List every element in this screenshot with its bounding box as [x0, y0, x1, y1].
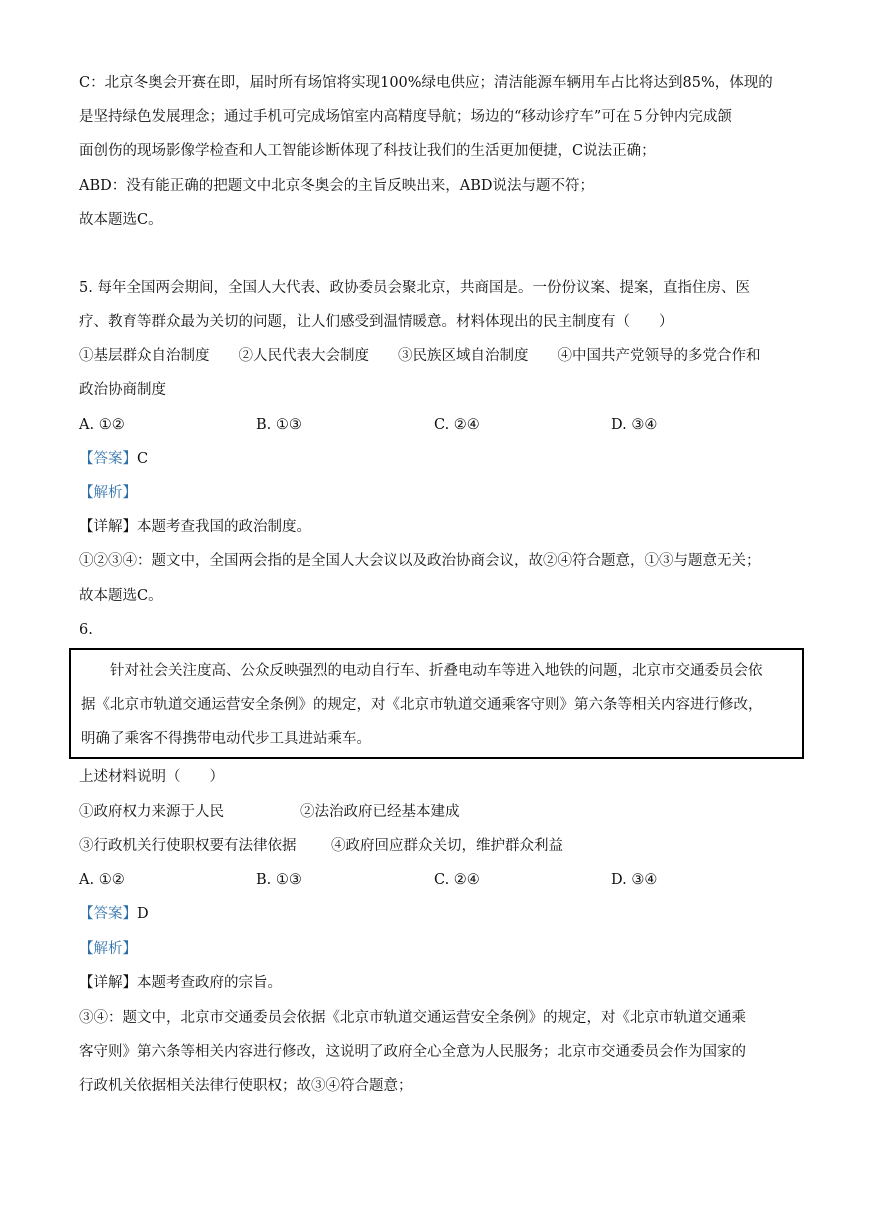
detail-text: 本题考查我国的政治制度。	[137, 519, 311, 535]
q4-analysis-line-1: C：北京冬奥会开赛在即，届时所有场馆将实现100%绿电供应；清洁能源车辆用车占比将达到85%，体现的	[79, 75, 773, 91]
q4-analysis-line-3: 面创伤的现场影像学检查和人工智能诊断体现了科技让我们的生活更加便捷，C说法正确；	[79, 143, 656, 159]
answer-value: D	[137, 906, 149, 922]
q6-choice-2: ②法治政府已经基本建成	[300, 804, 460, 820]
q5-explain-line-1: ①②③④：题文中，全国两会指的是全国人大会议以及政治协商会议，故②④符合题意，①③与题意无关；	[79, 553, 761, 569]
q6-material-box	[69, 648, 804, 759]
q6-option-b: B. ①③	[256, 872, 302, 888]
q6-choice-4: ④政府回应群众关切，维护群众利益	[331, 838, 563, 854]
q5-answer	[79, 449, 148, 469]
q6-answer	[79, 904, 149, 924]
q5-choices-line-2: 政治协商制度	[79, 382, 166, 398]
q5-analysis-tag: 【解析】	[79, 485, 137, 501]
q5-option-c: C. ②④	[434, 417, 480, 433]
q4-conclusion: 故本题选C。	[79, 212, 163, 228]
q4-analysis-line-2: 是坚持绿色发展理念；通过手机可完成场馆室内高精度导航；场边的“移动诊疗车”可在５分钟内完成颌	[79, 109, 732, 125]
q6-explain-line-1: ③④：题文中，北京市交通委员会依据《北京市轨道交通运营安全条例》的规定，对《北京市轨道交通乘	[79, 1010, 746, 1026]
q6-material-line-2: 据《北京市轨道交通运营安全条例》的规定，对《北京市轨道交通乘客守则》第六条等相关内容进行修改，	[81, 697, 763, 713]
q5-choices-line-1: ①基层群众自治制度 ②人民代表大会制度 ③民族区域自治制度 ④中国共产党领导的多党合作和	[79, 348, 761, 364]
q6-detail	[79, 973, 282, 993]
detail-text: 本题考查政府的宗旨。	[137, 975, 282, 991]
q6-material-line-3: 明确了乘客不得携带电动代步工具进站乘车。	[81, 731, 371, 747]
q5-option-a: A. ①②	[79, 417, 125, 433]
q5-stem-line-1: 5. 每年全国两会期间，全国人大代表、政协委员会聚北京，共商国是。一份份议案、提案，直指住房、医	[79, 280, 750, 296]
q6-material-line-1: 针对社会关注度高、公众反映强烈的电动自行车、折叠电动车等进入地铁的问题，北京市交通委员会依	[81, 663, 763, 679]
q6-choice-1: ①政府权力来源于人民	[79, 804, 224, 820]
q5-detail	[79, 517, 311, 537]
q6-stem: 上述材料说明（ ）	[79, 769, 224, 785]
answer-tag: 【答案】	[79, 451, 137, 467]
q6-option-a: A. ①②	[79, 872, 125, 888]
detail-tag: 【详解】	[79, 519, 137, 535]
q5-option-d: D. ③④	[611, 417, 658, 433]
q6-option-c: C. ②④	[434, 872, 480, 888]
q6-explain-line-3: 行政机关依据相关法律行使职权；故③④符合题意；	[79, 1078, 413, 1094]
q6-number: 6.	[79, 622, 93, 638]
q6-analysis-tag: 【解析】	[79, 941, 137, 957]
q5-conclusion: 故本题选C。	[79, 588, 163, 604]
q6-explain-line-2: 客守则》第六条等相关内容进行修改，这说明了政府全心全意为人民服务；北京市交通委员会作为国家的	[79, 1044, 746, 1060]
q5-option-b: B. ①③	[256, 417, 302, 433]
q5-stem-line-2: 疗、教育等群众最为关切的问题，让人们感受到温情暖意。材料体现出的民主制度有（ ）	[79, 314, 674, 330]
answer-value: C	[137, 451, 149, 467]
q6-choice-3: ③行政机关行使职权要有法律依据	[79, 838, 297, 854]
q6-option-d: D. ③④	[611, 872, 658, 888]
detail-tag: 【详解】	[79, 975, 137, 991]
q4-analysis-line-4: ABD：没有能正确的把题文中北京冬奥会的主旨反映出来，ABD说法与题不符；	[79, 178, 595, 194]
answer-tag: 【答案】	[79, 906, 137, 922]
